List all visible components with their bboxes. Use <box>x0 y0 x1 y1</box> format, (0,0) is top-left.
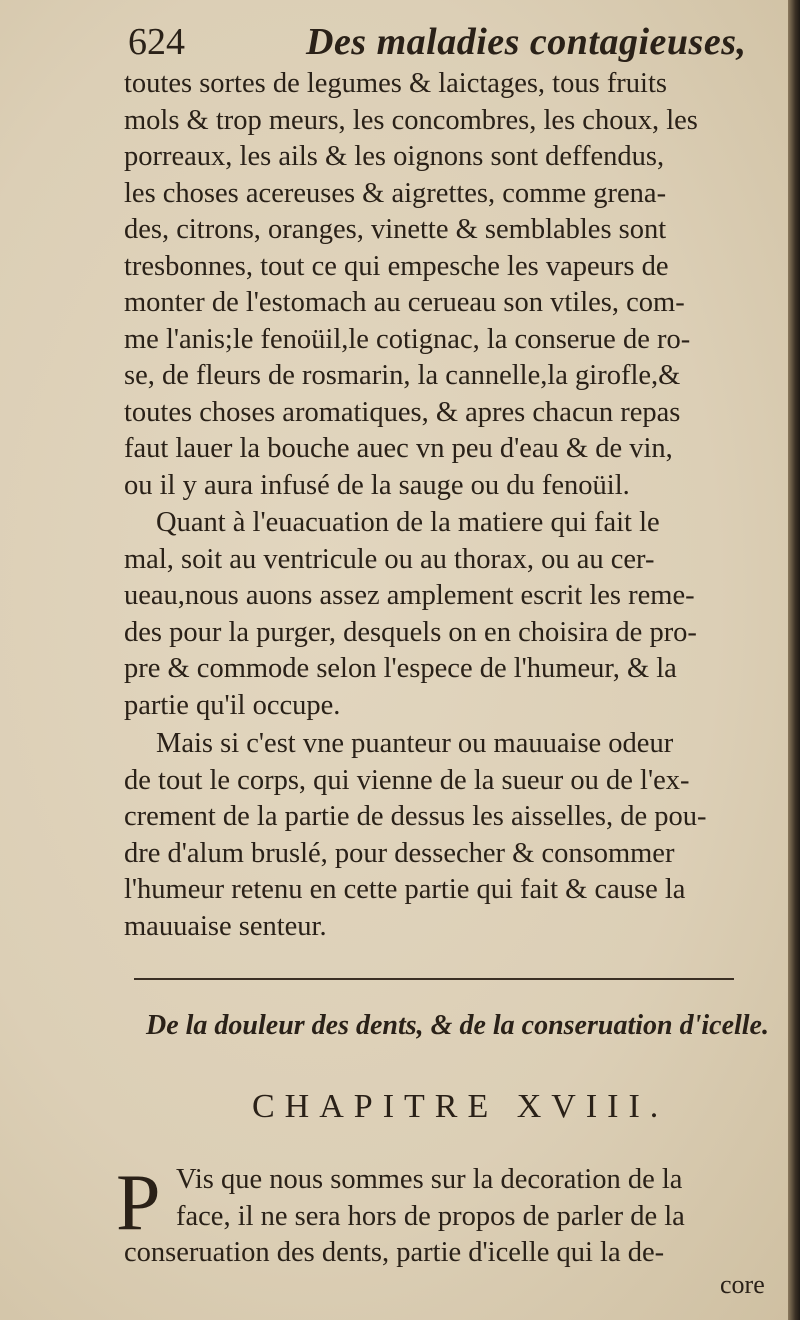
running-title: Des maladies contagieuses, <box>306 21 747 63</box>
drop-cap: P <box>116 1159 161 1247</box>
paragraph-food-diet <box>124 66 764 504</box>
text-line: toutes choses aromatiques, & apres chacun repas <box>124 396 681 428</box>
text-line: Mais si c'est vne puanteur ou mauuaise odeur <box>156 728 674 759</box>
text-line: se, de fleurs de rosmarin, la cannelle,la girofle,& <box>124 360 681 391</box>
section-divider <box>134 978 734 980</box>
text-line: des, citrons, oranges, vinette & semblables sont <box>124 214 667 245</box>
paragraph-evacuation <box>124 505 764 724</box>
page-edge <box>788 0 800 1320</box>
text-line: Vis que nous sommes sur la decoration de la <box>176 1164 683 1195</box>
text-line: Quant à l'euacuation de la matiere qui fait le <box>156 507 660 538</box>
text-line: mauuaise senteur. <box>124 910 327 942</box>
text-line: de tout le corps, qui vienne de la sueur ou de l'ex- <box>124 764 690 796</box>
paragraph-odor <box>124 726 764 945</box>
text-line: porreaux, les ails & les oignons sont deffendus, <box>124 141 665 172</box>
text-line: ueau,nous auons assez amplement escrit les reme- <box>124 580 695 611</box>
text-line: mal, soit au ventricule ou au thorax, ou au cer- <box>124 543 655 575</box>
text-line: monter de l'estomach au cerueau son vtiles, com- <box>124 287 685 318</box>
text-line: conseruation des dents, partie d'icelle qui la de- <box>124 1237 665 1268</box>
text-line: face, il ne sera hors de propos de parler de la <box>176 1200 685 1232</box>
chapter-heading: CHAPITRE XVIII. <box>252 1088 669 1125</box>
page-header <box>128 14 768 64</box>
text-line: des pour la purger, desquels on en choisira de pro- <box>124 616 697 648</box>
catchword: core <box>720 1270 765 1299</box>
text-line: dre d'alum bruslé, pour dessecher & consommer <box>124 837 675 869</box>
text-line: tresbonnes, tout ce qui empesche les vapeurs de <box>124 250 669 282</box>
text-line: pre & commode selon l'espece de l'humeur, & la <box>124 653 677 684</box>
text-line: me l'anis;le fenoüil,le cotignac, la conserue de ro- <box>124 323 691 355</box>
text-line: faut lauer la bouche auec vn peu d'eau & de vin, <box>124 433 673 464</box>
text-line: les choses acereuses & aigrettes, comme grena- <box>124 177 667 209</box>
text-line: partie qu'il occupe. <box>124 689 341 721</box>
section-heading: De la douleur des dents, & de la conseruation d'icelle. <box>146 1010 769 1041</box>
text-line: ou il y aura infusé de la sauge ou du fenoüil. <box>124 469 630 501</box>
paragraph-teeth <box>124 1162 764 1272</box>
text-line: l'humeur retenu en cette partie qui fait & cause la <box>124 874 686 905</box>
text-line: mols & trop meurs, les concombres, les choux, les <box>124 104 698 136</box>
page-number: 624 <box>128 21 185 63</box>
text-line: crement de la partie de dessus les aisselles, de pou- <box>124 801 707 832</box>
text-line: toutes sortes de legumes & laictages, tous fruits <box>124 68 667 99</box>
